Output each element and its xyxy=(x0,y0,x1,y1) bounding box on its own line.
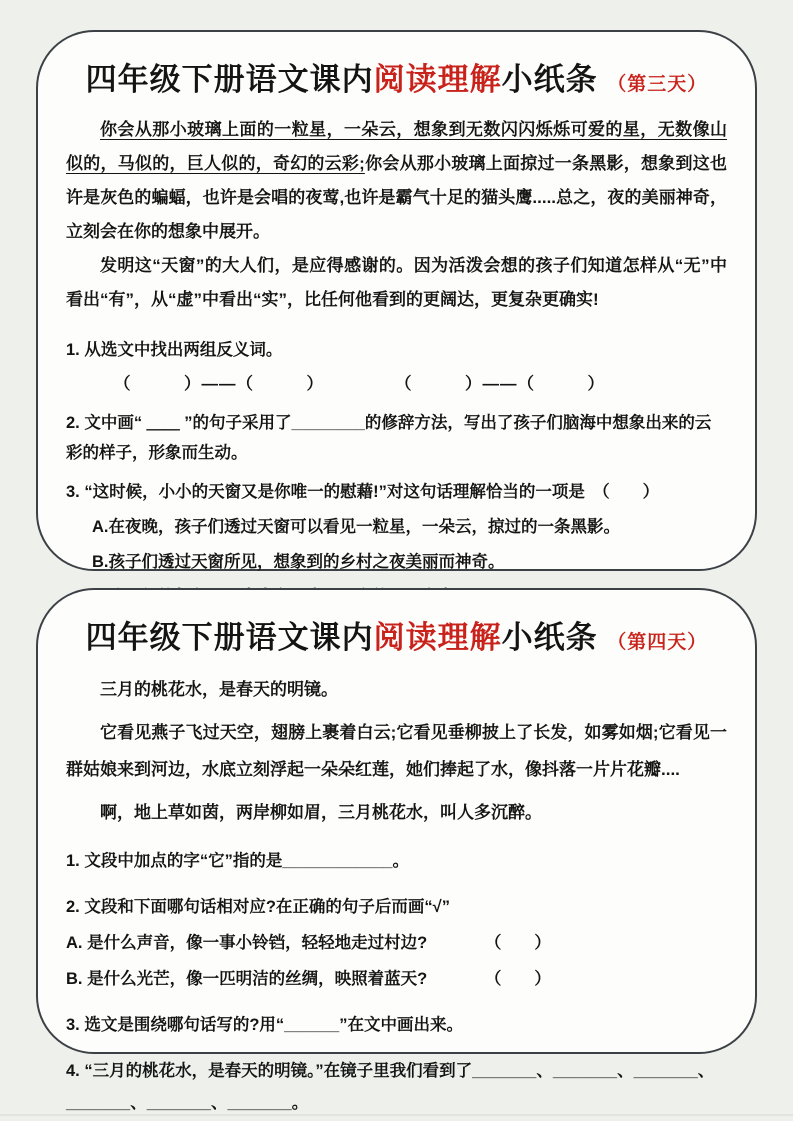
title-day-badge: （第三天） xyxy=(607,74,708,95)
question-3-option-b: B.孩子们透过天窗所见，想象到的乡村之夜美丽而神奇。 xyxy=(92,553,505,571)
question-2: 2. 文段和下面哪句话相对应?在正确的句子后而画“√” xyxy=(66,898,450,916)
passage-paragraph xyxy=(66,113,727,249)
card-title-day4 xyxy=(66,612,727,657)
passage-paragraph: 它看见燕子飞过天空，翅膀上裹着白云;它看见垂柳披上了长发，如雾如烟;它看见一群姑娘来到河边，水底立刻浮起一朵朵红莲，她们捧起了水，像抖落一片片花瓣.... xyxy=(66,723,727,779)
question-1: 1. 文段中加点的字“它”指的是____________。 xyxy=(66,852,409,870)
title-highlight: 阅读理解 xyxy=(373,62,502,97)
question-3: 3. 选文是围绕哪句话写的?用“______”在文中画出来。 xyxy=(66,1016,463,1034)
title-highlight: 阅读理解 xyxy=(373,620,502,655)
question-1: 1. 从选文中找出两组反义词。 xyxy=(66,341,283,359)
question-1-answer-blanks: （ ）——（ ） （ ）——（ ） xyxy=(114,375,605,393)
title-prefix: 四年级下册语文课内 xyxy=(85,620,374,655)
question-3: 3. “这时候，小小的天窗又是你唯一的慰藉!”对这句话理解恰当的一项是 （ ） xyxy=(66,483,660,501)
passage-paragraph: 发明这“天窗”的大人们，是应得感谢的。因为活泼会想的孩子们知道怎样从“无”中看出“有”，从“虚”中看出“实”，比任何他看到的更阔达，更复杂更确实! xyxy=(66,256,727,309)
next-card-top-edge xyxy=(0,1114,793,1116)
title-suffix: 小纸条 xyxy=(501,620,598,655)
question-3-option-a: A.在夜晚，孩子们透过天窗可以看见一粒星，一朵云，掠过的一条黑影。 xyxy=(92,518,620,536)
passage-paragraph: 啊，地上草如茵，两岸柳如眉，三月桃花水，叫人多沉醉。 xyxy=(100,803,542,822)
passage-text: 你会从那小玻璃上面掠过一条黑影，想象到这也许是灰色的蝙蝠，也许是会唱的夜莺,也许是霸气十足的猫头鹰.....总之，夜的美丽神奇，立刻会在你的想象中展开。 xyxy=(66,154,727,241)
question-2: 2. 文中画“ ＿＿ ”的句子采用了________的修辞方法，写出了孩子们脑海中想象出来的云彩的样子，形象而生动。 xyxy=(66,414,712,462)
passage-paragraph: 三月的桃花水，是春天的明镜。 xyxy=(100,680,338,699)
title-day-badge: （第四天） xyxy=(607,632,708,653)
title-suffix: 小纸条 xyxy=(501,62,598,97)
question-2-option-b: B. 是什么光芒，像一匹明洁的丝绸，映照着蓝天? （ ） xyxy=(66,970,551,988)
title-prefix: 四年级下册语文课内 xyxy=(85,62,374,97)
question-2-option-a: A. 是什么声音，像一事小铃铛，轻轻地走过村边? （ ） xyxy=(66,934,551,952)
worksheet-card-day4 xyxy=(36,588,757,1112)
question-4: 4. “三月的桃花水，是春天的明镜。”在镜子里我们看到了_______、_______、_______、_______、_______、_______。 xyxy=(66,1062,715,1112)
worksheet-card-day3 xyxy=(36,30,757,571)
underlined-sentence: 你会从那小玻璃上面的一粒星，一朵云，想象到无数闪闪烁烁可爱的星，无数像山似的，马似的，巨人似的，奇幻的云彩; xyxy=(66,120,727,173)
card-title-day3 xyxy=(66,54,727,99)
